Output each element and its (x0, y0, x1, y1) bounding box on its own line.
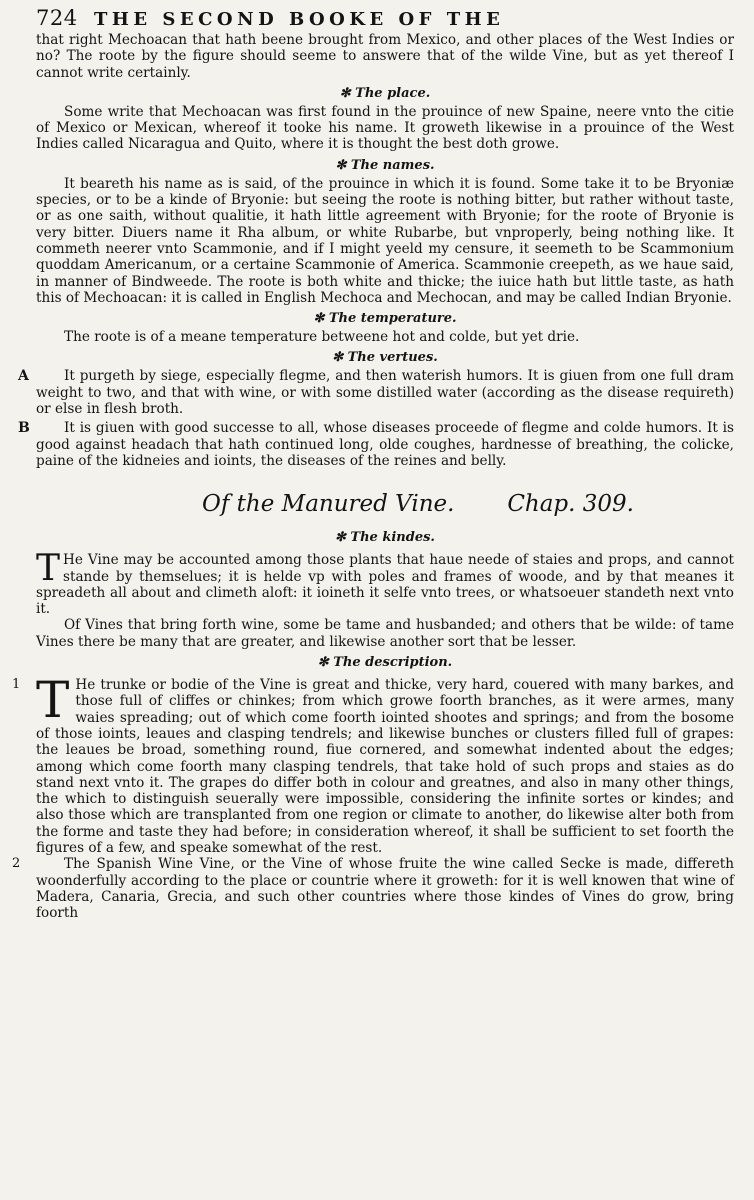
description-1-paragraph (36, 671, 734, 856)
vertue-a (18, 368, 734, 418)
margin-letter-b: B (18, 420, 30, 437)
heading-vertues: ✻ The vertues. (332, 350, 438, 366)
page-number: 724 (36, 6, 78, 30)
vertue-a-paragraph: It purgeth by siege, especially flegme, and then waterish humors. It is giuen from one full dram weight to two, and that with wine, or with some distilled water (according as the disease requireth) or else in flesh broth. (36, 368, 734, 418)
chapter-title: Of the Manured Vine. (202, 491, 455, 518)
temperature-paragraph: The roote is of a meane temperature betweene hot and colde, but yet drie. (64, 329, 580, 346)
kindes-paragraph-2: Of Vines that bring forth wine, some be tame and husbanded; and others that be wilde: of tame Vines there be many that are greater, and likewise another sort that be lesser. (36, 617, 734, 650)
margin-letter-a: A (18, 368, 29, 385)
chapter-heading (202, 491, 634, 517)
description-1-text: He trunke or bodie of the Vine is great and thicke, very hard, couered with many barkes, and those full of cliffes or chinkes; from which growe foorth branches, as it were armes, many waies spreading; out of which come foorth iointed shootes and springs; and from the bosome of those ioints, leaues and clasping tendrels; and likewise bunches or clusters filled full of grapes: the leaues be broad, something round, fiue cornered, and somewhat indented about the edges; among which come foorth many clasping tendrels, that take hold of such props and staies as do stand next vnto it. The grapes do differ both in colour and greatnes, and also in many other things, the which to distinguish seuerally were impossible, considering the infinite sortes or kindes; and also those which are transplanted from one region or climate to another, do likewise alter both from the forme and taste they had before; in consideration whereof, it shall be sufficient to set foorth the figures of a few, and speake somewhat of the rest. (36, 677, 734, 856)
heading-place: ✻ The place. (339, 85, 431, 101)
vertue-b (18, 420, 734, 469)
names-paragraph: It beareth his name as is said, of the prouince in which it is found. Some take it to be Bryoniæ species, or to be a kinde of Bryonie: but seeing the roote is nothing bitter, but rather without taste, or as one saith, without qualitie, it hath little agreement with Bryonie; for the roote of Bryonie is very bitter. Diuers name it Rha album, or white Rubarbe, but vnproperly, being nothing like. It commeth neerer vnto Scammonie, and if I might yeeld my censure, it seemeth to be Scammonium quoddam Americanum, or a certaine Scammonie of America. Scammonie creepeth, as we haue said, in manner of Bindweede. The roote is both white and thicke; the iuice hath but little taste, as hath this of Mechoacan: it is called in English Mechoca and Mechocan, and may be called Indian Bryonie. (36, 175, 734, 306)
heading-temperature: ✻ The temperature. (313, 311, 457, 327)
kindes-text: He Vine may be accounted among those plants that haue neede of staies and props, and cannot stande by themselues; it is helde vp with poles and frames of woode, and by that meanes it spreadeth all about and climeth aloft: it ioineth it selfe vnto trees, or whatsoeuer standeth next vnto it. (36, 552, 734, 618)
heading-description: ✻ The description. (317, 655, 453, 671)
description-item-1 (12, 671, 734, 856)
heading-names: ✻ The names. (335, 157, 435, 173)
kindes-paragraph (36, 548, 734, 618)
intro-paragraph: that right Mechoacan that hath beene brought from Mexico, and other places of the West Indies or no? The roote by the figure should seeme to answere that of the wilde Vine, but as yet thereof I cannot write certainly. (36, 32, 734, 81)
dropcap-description: T (36, 671, 70, 730)
description-2-paragraph: The Spanish Wine Vine, or the Vine of whose fruite the wine called Secke is made, differeth woonderfully according to the place or countrie where it groweth: for it is well knowen that wine of Madera, Canaria, Grecia, and such other countries where those kindes of Vines do grow, bring foorth (36, 856, 734, 922)
chapter-number: Chap. 309. (507, 491, 634, 518)
place-paragraph: Some write that Mechoacan was first found in the prouince of new Spaine, neere vnto the citie of Mexico or Mexican, whereof it tooke his name. It groweth likewise in a prouince of the West Indies called Nicaragua and Quito, where it is thought the best doth growe. (36, 103, 734, 153)
heading-kindes: ✻ The kindes. (335, 530, 435, 546)
item-number-1: 1 (12, 677, 21, 693)
item-number-2: 2 (12, 856, 21, 872)
dropcap-kindes: T (36, 548, 61, 590)
running-title: THE SECOND BOOKE OF THE (94, 9, 505, 30)
vertue-b-paragraph: It is giuen with good successe to all, whose diseases proceede of flegme and colde humors. It is good against headach that hath continued long, olde coughes, hardnesse of breathing, the colicke, paine of the kidneies and ioints, the diseases of the reines and belly. (36, 420, 734, 469)
description-item-2 (12, 856, 734, 922)
running-head (36, 6, 734, 32)
